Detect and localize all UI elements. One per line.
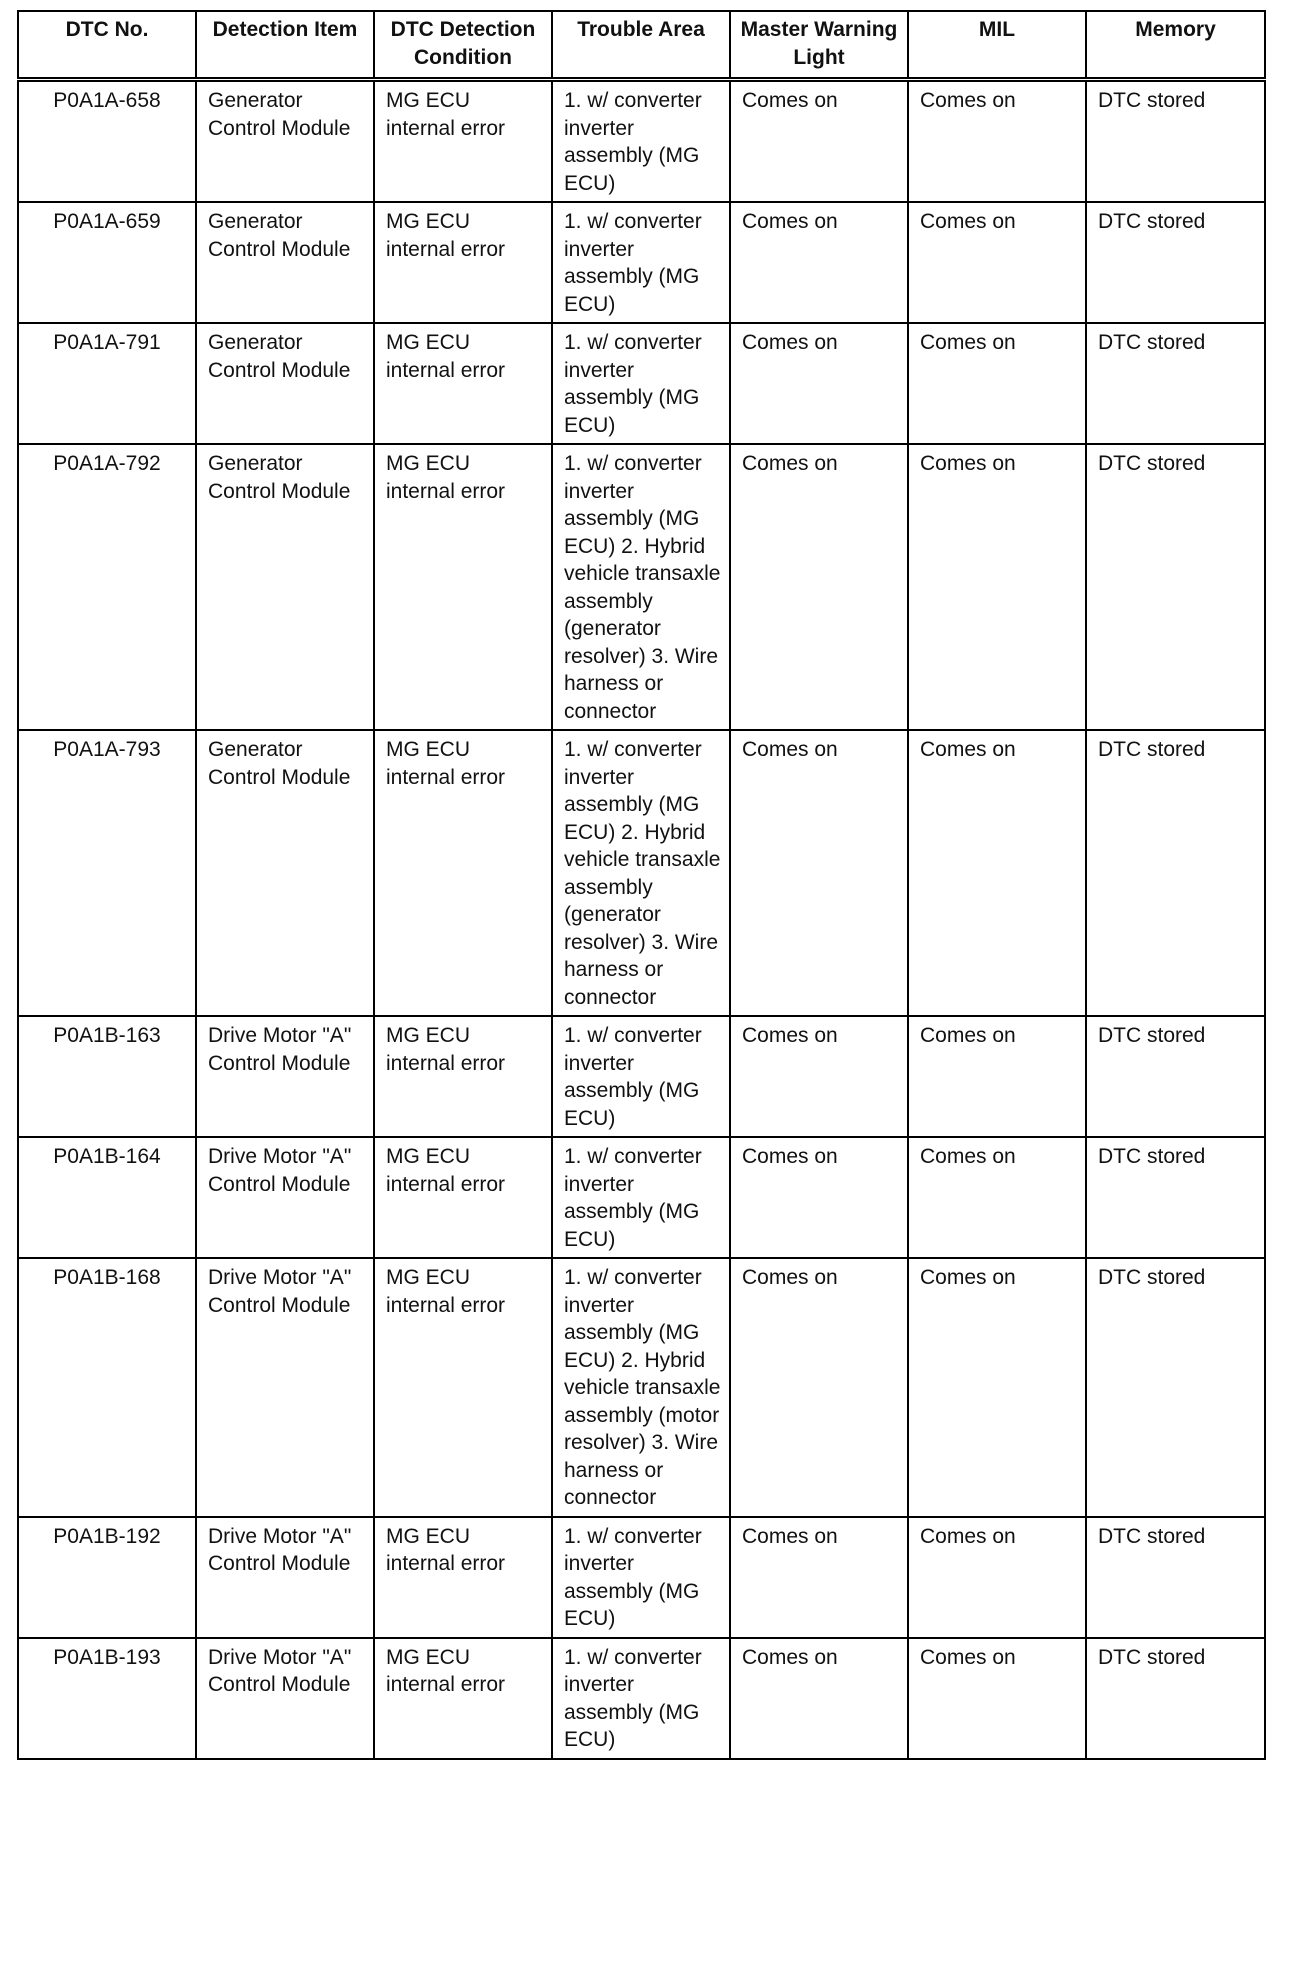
table-row <box>18 1517 1265 1638</box>
table-header-row <box>18 11 1265 80</box>
table-row <box>18 1016 1265 1137</box>
cell-master-warning-light: Comes on <box>730 1137 908 1258</box>
cell-detection-item: Generator Control Module <box>196 444 374 730</box>
cell-trouble-area: 1. w/ converter inverter assembly (MG ECU) 2. Hybrid vehicle transaxle assembly (motor resolver) 3. Wire harness or connector <box>552 1258 730 1517</box>
table-row <box>18 323 1265 444</box>
table-row <box>18 202 1265 323</box>
cell-dtc-no: P0A1A-658 <box>18 80 196 203</box>
cell-memory: DTC stored <box>1086 1638 1265 1759</box>
cell-memory: DTC stored <box>1086 80 1265 203</box>
cell-master-warning-light: Comes on <box>730 202 908 323</box>
cell-dtc-no: P0A1B-163 <box>18 1016 196 1137</box>
cell-detection-item: Generator Control Module <box>196 202 374 323</box>
cell-detection-item: Drive Motor "A" Control Module <box>196 1137 374 1258</box>
cell-master-warning-light: Comes on <box>730 730 908 1016</box>
table-body <box>18 80 1265 1759</box>
cell-master-warning-light: Comes on <box>730 1517 908 1638</box>
cell-mil: Comes on <box>908 1016 1086 1137</box>
cell-detection-condition: MG ECU internal error <box>374 730 552 1016</box>
cell-mil: Comes on <box>908 202 1086 323</box>
cell-detection-item: Drive Motor "A" Control Module <box>196 1638 374 1759</box>
cell-trouble-area: 1. w/ converter inverter assembly (MG ECU) <box>552 202 730 323</box>
cell-detection-condition: MG ECU internal error <box>374 1137 552 1258</box>
header-mil: MIL <box>908 11 1086 80</box>
cell-mil: Comes on <box>908 730 1086 1016</box>
table-row <box>18 1258 1265 1517</box>
cell-memory: DTC stored <box>1086 730 1265 1016</box>
table-row <box>18 730 1265 1016</box>
cell-detection-condition: MG ECU internal error <box>374 1258 552 1517</box>
cell-mil: Comes on <box>908 1137 1086 1258</box>
cell-dtc-no: P0A1A-793 <box>18 730 196 1016</box>
cell-master-warning-light: Comes on <box>730 1638 908 1759</box>
cell-trouble-area: 1. w/ converter inverter assembly (MG ECU) <box>552 1137 730 1258</box>
table-row <box>18 80 1265 203</box>
cell-memory: DTC stored <box>1086 323 1265 444</box>
table-row <box>18 1638 1265 1759</box>
cell-dtc-no: P0A1A-659 <box>18 202 196 323</box>
cell-master-warning-light: Comes on <box>730 1016 908 1137</box>
cell-trouble-area: 1. w/ converter inverter assembly (MG ECU) <box>552 1638 730 1759</box>
cell-memory: DTC stored <box>1086 1258 1265 1517</box>
cell-trouble-area: 1. w/ converter inverter assembly (MG ECU) <box>552 323 730 444</box>
header-memory: Memory <box>1086 11 1265 80</box>
cell-dtc-no: P0A1B-192 <box>18 1517 196 1638</box>
cell-dtc-no: P0A1B-193 <box>18 1638 196 1759</box>
cell-mil: Comes on <box>908 1638 1086 1759</box>
cell-memory: DTC stored <box>1086 202 1265 323</box>
cell-trouble-area: 1. w/ converter inverter assembly (MG ECU) <box>552 1517 730 1638</box>
cell-detection-item: Generator Control Module <box>196 80 374 203</box>
header-detection-item: Detection Item <box>196 11 374 80</box>
cell-dtc-no: P0A1A-792 <box>18 444 196 730</box>
header-master-warning-light: Master Warning Light <box>730 11 908 80</box>
cell-trouble-area: 1. w/ converter inverter assembly (MG ECU) 2. Hybrid vehicle transaxle assembly (generator resolver) 3. Wire harness or connector <box>552 444 730 730</box>
cell-master-warning-light: Comes on <box>730 323 908 444</box>
cell-detection-condition: MG ECU internal error <box>374 1638 552 1759</box>
cell-trouble-area: 1. w/ converter inverter assembly (MG ECU) <box>552 80 730 203</box>
cell-memory: DTC stored <box>1086 1517 1265 1638</box>
header-dtc-no: DTC No. <box>18 11 196 80</box>
cell-memory: DTC stored <box>1086 1016 1265 1137</box>
cell-mil: Comes on <box>908 1258 1086 1517</box>
cell-detection-item: Drive Motor "A" Control Module <box>196 1258 374 1517</box>
cell-detection-condition: MG ECU internal error <box>374 1517 552 1638</box>
cell-master-warning-light: Comes on <box>730 444 908 730</box>
cell-memory: DTC stored <box>1086 444 1265 730</box>
cell-dtc-no: P0A1B-164 <box>18 1137 196 1258</box>
cell-trouble-area: 1. w/ converter inverter assembly (MG ECU) 2. Hybrid vehicle transaxle assembly (generator resolver) 3. Wire harness or connector <box>552 730 730 1016</box>
cell-mil: Comes on <box>908 1517 1086 1638</box>
cell-detection-condition: MG ECU internal error <box>374 202 552 323</box>
cell-dtc-no: P0A1A-791 <box>18 323 196 444</box>
cell-mil: Comes on <box>908 80 1086 203</box>
header-trouble-area: Trouble Area <box>552 11 730 80</box>
cell-memory: DTC stored <box>1086 1137 1265 1258</box>
cell-detection-item: Drive Motor "A" Control Module <box>196 1016 374 1137</box>
cell-detection-item: Generator Control Module <box>196 323 374 444</box>
header-detection-condition: DTC Detection Condition <box>374 11 552 80</box>
cell-detection-condition: MG ECU internal error <box>374 80 552 203</box>
cell-master-warning-light: Comes on <box>730 1258 908 1517</box>
cell-master-warning-light: Comes on <box>730 80 908 203</box>
cell-detection-condition: MG ECU internal error <box>374 1016 552 1137</box>
cell-mil: Comes on <box>908 323 1086 444</box>
cell-dtc-no: P0A1B-168 <box>18 1258 196 1517</box>
cell-trouble-area: 1. w/ converter inverter assembly (MG ECU) <box>552 1016 730 1137</box>
cell-mil: Comes on <box>908 444 1086 730</box>
table-row <box>18 1137 1265 1258</box>
cell-detection-item: Generator Control Module <box>196 730 374 1016</box>
dtc-table <box>17 10 1266 1760</box>
cell-detection-condition: MG ECU internal error <box>374 444 552 730</box>
cell-detection-condition: MG ECU internal error <box>374 323 552 444</box>
cell-detection-item: Drive Motor "A" Control Module <box>196 1517 374 1638</box>
table-row <box>18 444 1265 730</box>
